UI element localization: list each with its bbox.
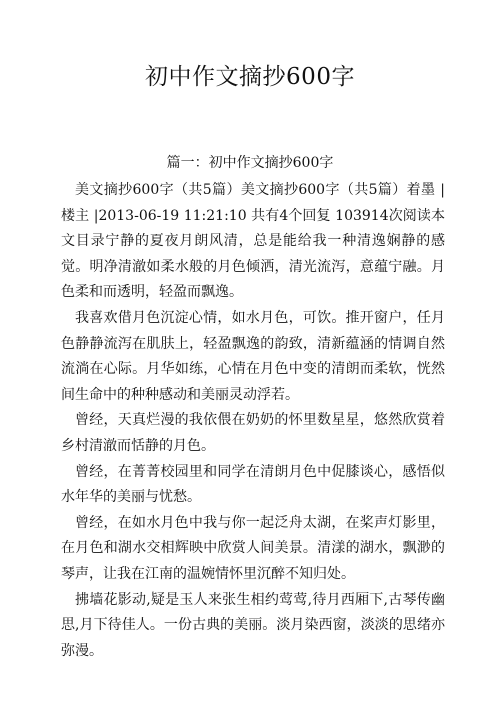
section-title: 篇一：初中作文摘抄600字 xyxy=(166,155,334,171)
paragraph-1: 美文摘抄600字（共5篇）美文摘抄600字（共5篇）着墨 | 楼主 |2013-06-19 11:21:10 共有4个回复 103914次阅读本文目录宁静的夏夜月朗风清，总是能给我一种清逸娴静的感觉。明净清澈如柔水般的月色倾洒，清光流泻，意蕴宁融。月色柔和而透明，轻盈而飘逸。 xyxy=(61,182,445,301)
document-title: 初中作文摘抄600字 xyxy=(145,64,355,90)
document-body xyxy=(61,178,445,664)
paragraph-2: 我喜欢借月色沉淀心情，如水月色，可饮。推开窗户，任月色静静流泻在肌肤上，轻盈飘逸的韵致，清新蕴涵的情调自然流淌在心际。月华如练，心情在月色中变的清朗而柔软，恍然间生命中的种种感动和美丽灵动浮若。 xyxy=(61,309,445,403)
paragraph-6: 拂墙花影动,疑是玉人来张生相约莺莺,待月西厢下,古琴传幽思,月下待佳人。一份古典的美丽。淡月染西窗，淡淡的思绪亦弥漫。 xyxy=(61,591,445,659)
paragraph-3: 曾经，天真烂漫的我依偎在奶奶的怀里数星星，悠然欣赏着乡村清澈而恬静的月色。 xyxy=(61,412,445,454)
paragraph-4: 曾经，在菁菁校园里和同学在清朗月色中促膝谈心，感悟似水年华的美丽与忧愁。 xyxy=(61,463,445,506)
paragraph-5: 曾经，在如水月色中我与你一起泛舟太湖，在桨声灯影里，在月色和湖水交相辉映中欣赏人间美景。清漾的湖水，飘渺的琴声，让我在江南的温婉情怀里沉醉不知归处。 xyxy=(61,514,445,582)
